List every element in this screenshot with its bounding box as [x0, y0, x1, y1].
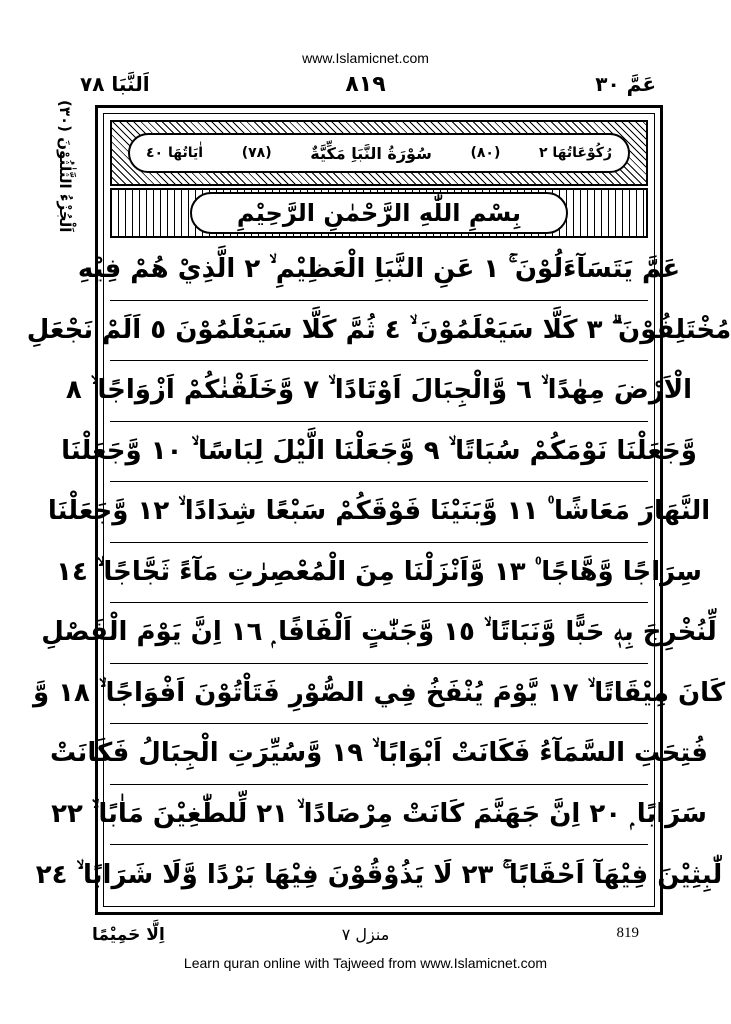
verse-line: النَّهَارَ مَعَاشًا ۠ ١١ وَّبَنَيْنَا فَوْقَكُمْ سَبْعًا شِدَادًا ۙ ١٢ وَّجَعَلْنَا — [110, 482, 648, 543]
verse-lines — [26, 240, 731, 906]
manzil-label: منزل ٧ — [341, 925, 390, 944]
page-number-latin: 819 — [616, 925, 639, 941]
verse-line: كَانَ مِيْقَاتًا ۙ ١٧ يَّوْمَ يُنْفَخُ فِي الصُّوْرِ فَتَاْتُوْنَ اَفْوَاجًا ۙ ١٨ وَّ — [110, 664, 648, 725]
side-juz-text: اَلْجُزْءُ الثَّلٰثُوْنَ (٣٠) — [56, 100, 74, 233]
revelation-order: (٨٠) — [470, 145, 501, 161]
surah-name: سُوْرَةُ النَّبَاِ مَكِّيَّةٌ — [310, 143, 432, 163]
site-url-top[interactable]: www.Islamicnet.com — [302, 50, 429, 66]
header-surah: اَلنَّبَا ٧٨ — [80, 72, 150, 96]
verse-line: سِرَاجًا وَّهَّاجًا ۠ ١٣ وَّاَنْزَلْنَا مِنَ الْمُعْصِرٰتِ مَآءً ثَجَّاجًا ۙ ١٤ — [110, 543, 648, 604]
verse-line: لِّنُخْرِجَ بِهٖ حَبًّا وَّنَبَاتًا ۙ ١٥ وَّجَنّٰتٍ اَلْفَافًا ۭ ١٦ اِنَّ يَوْمَ الْفَصْلِ — [110, 603, 648, 664]
side-juz-label — [40, 100, 80, 320]
header-juz: عَمَّ ٣٠ — [595, 72, 656, 96]
verse-line: مُخْتَلِفُوْنَ ۗ ٣ كَلَّا سَيَعْلَمُوْنَ ۙ ٤ ثُمَّ كَلَّا سَيَعْلَمُوْنَ ٥ اَلَمْ نَجْعَلِ — [110, 301, 648, 362]
ruku-count: رُكُوْعَاتُهَا ٢ — [539, 145, 612, 161]
surah-title-cartouche — [128, 133, 630, 173]
verse-line: عَمَّ يَتَسَآءَلُوْنَ ۚ ١ عَنِ النَّبَاِ الْعَظِيْمِ ۙ ٢ الَّذِيْ هُمْ فِيْهِ — [110, 240, 648, 301]
verse-line: فُتِحَتِ السَّمَآءُ فَكَانَتْ اَبْوَابًا ۙ ١٩ وَّسُيِّرَتِ الْجِبَالُ فَكَانَتْ — [110, 724, 648, 785]
site-url-bottom[interactable]: Learn quran online with Tajweed from www.Islamicnet.com — [183, 955, 548, 971]
catchword: اِلَّا حَمِيْمًا — [92, 925, 165, 945]
verse-line: وَّجَعَلْنَا نَوْمَكُمْ سُبَاتًا ۙ ٩ وَّجَعَلْنَا الَّيْلَ لِبَاسًا ۙ ١٠ وَّجَعَلْنَا — [110, 422, 648, 483]
header-page-number: ٨١٩ — [345, 72, 386, 97]
surah-number: (٧٨) — [241, 145, 272, 161]
bismillah: بِسْمِ اللّٰهِ الرَّحْمٰنِ الرَّحِيْمِ — [190, 192, 568, 234]
verse-line: لّٰبِثِيْنَ فِيْهَآ اَحْقَابًا ۚ ٢٣ لَا يَذُوْقُوْنَ فِيْهَا بَرْدًا وَّلَا شَرَابًا ۙ ٢٤ — [35, 859, 723, 890]
ayat-count: اٰيَاتُهَا ٤٠ — [146, 145, 204, 161]
verse-line: سَرَابًا ۭ ٢٠ اِنَّ جَهَنَّمَ كَانَتْ مِرْصَادًا ۙ ٢١ لِّلطّٰغِيْنَ مَاٰبًا ۙ ٢٢ — [110, 785, 648, 846]
verse-line: الْاَرْضَ مِهٰدًا ۙ ٦ وَّالْجِبَالَ اَوْتَادًا ۙ ٧ وَّخَلَقْنٰكُمْ اَزْوَاجًا ۙ ٨ — [110, 361, 648, 422]
